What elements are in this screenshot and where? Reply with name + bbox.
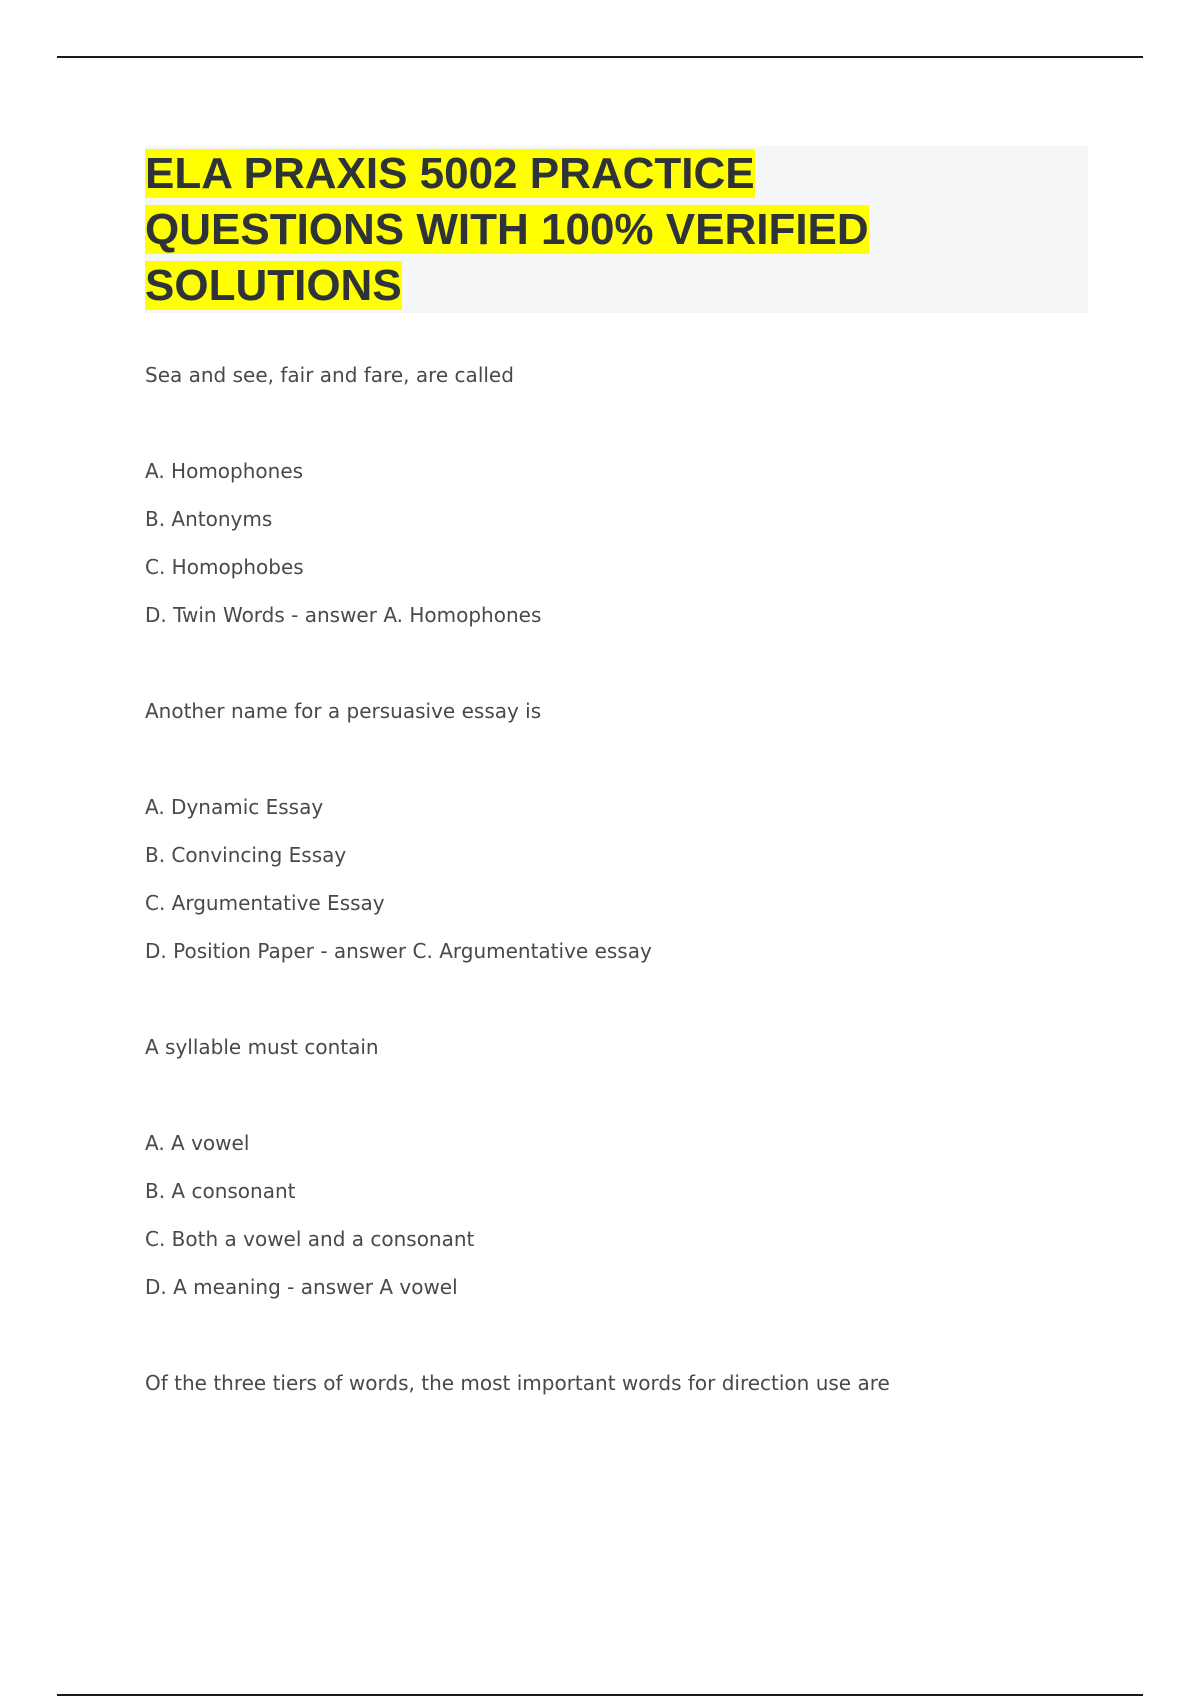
answer-option: A. A vowel	[145, 1131, 250, 1155]
question-block-4	[145, 1368, 1095, 1464]
answer-option: D. Position Paper - answer C. Argumentative essay	[145, 939, 652, 963]
answer-option: A. Dynamic Essay	[145, 795, 324, 819]
question-block-2	[145, 696, 1095, 984]
question-block-3	[145, 1032, 1095, 1320]
answer-option: C. Both a vowel and a consonant	[145, 1227, 475, 1251]
title-block	[145, 146, 1088, 313]
page-title	[145, 146, 1088, 314]
spacer	[145, 984, 1095, 1032]
answer-option: B. Antonyms	[145, 507, 273, 531]
question-prompt: Of the three tiers of words, the most important words for direction use are	[145, 1371, 890, 1395]
answer-option: B. Convincing Essay	[145, 843, 347, 867]
answer-option: C. Argumentative Essay	[145, 891, 385, 915]
answer-option: B. A consonant	[145, 1179, 296, 1203]
question-prompt: Sea and see, fair and fare, are called	[145, 363, 514, 387]
top-rule	[57, 56, 1143, 58]
question-list	[145, 360, 1095, 1464]
title-line-1: ELA PRAXIS 5002 PRACTICE	[145, 149, 755, 198]
spacer	[145, 1320, 1095, 1368]
title-line-2: QUESTIONS WITH 100% VERIFIED	[145, 205, 869, 254]
answer-option: D. A meaning - answer A vowel	[145, 1275, 458, 1299]
answer-option: A. Homophones	[145, 459, 304, 483]
question-prompt: Another name for a persuasive essay is	[145, 699, 542, 723]
bottom-rule	[57, 1694, 1143, 1696]
answer-option: C. Homophobes	[145, 555, 304, 579]
spacer	[145, 648, 1095, 696]
question-block-1	[145, 360, 1095, 648]
answer-option: D. Twin Words - answer A. Homophones	[145, 603, 542, 627]
question-prompt: A syllable must contain	[145, 1035, 379, 1059]
title-line-3: SOLUTIONS	[145, 261, 402, 310]
